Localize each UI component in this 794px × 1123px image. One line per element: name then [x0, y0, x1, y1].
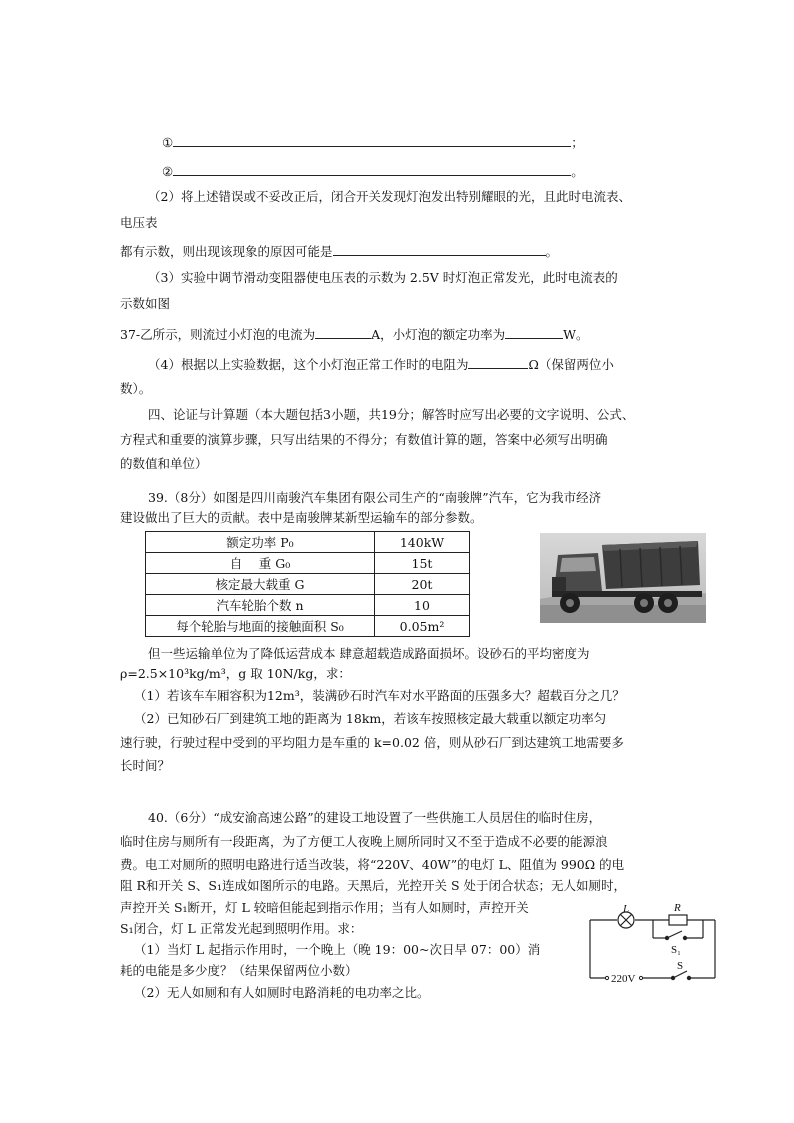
- q38-part2-line3: 都有示数，则出现该现象的原因可能是 。: [120, 244, 559, 259]
- q39-intro-line1: 39.（8分）如图是四川南骏汽车集团有限公司生产的“南骏牌”汽车，它为我市经济: [148, 490, 602, 505]
- table-row: 额定功率 P₀ 140kW: [146, 532, 470, 553]
- q40-line6: S₁闭合，灯 L 正常发光起到照明作用。求：: [120, 921, 363, 936]
- answer-blank-current[interactable]: [315, 326, 371, 339]
- lamp-label: L: [623, 903, 630, 915]
- q39-after-line2: ρ=2.5×10³kg/m³，g 取 10N/kg，求：: [120, 666, 351, 681]
- answer-line-2: ② 。: [162, 164, 584, 179]
- table-row: 自 重 G₀ 15t: [146, 553, 470, 574]
- q38-part4-line1: （4）根据以上实验数据，这个小灯泡正常工作时的电阻为 Ω（保留两位小: [148, 357, 614, 372]
- answer-blank-resistance[interactable]: [468, 356, 528, 369]
- q38-part2-line2: 电压表: [120, 215, 158, 230]
- answer-line-1: ① ；: [162, 135, 584, 150]
- dump-truck-photo: [540, 533, 706, 623]
- q39-sub2-line2: 速行驶，行驶过程中受到的平均阻力是车重的 k=0.02 倍，则从砂石厂到达建筑工地需要多: [120, 735, 624, 750]
- answer-blank-1[interactable]: [173, 134, 571, 147]
- section4-heading-line1: 四、论证与计算题（本大题包括3小题，共19分；解答时应写出必要的文字说明、公式、: [148, 407, 635, 422]
- switch1-label: S₁: [671, 944, 681, 956]
- q40-sub2: （2）无人如厕和有人如厕时电路消耗的电功率之比。: [134, 985, 430, 1000]
- truck-parameters-table: [145, 531, 470, 637]
- q38-part3-line3: 37-乙所示，则流过小灯泡的电流为 A，小灯泡的额定功率为 W。: [120, 327, 589, 342]
- section4-heading-line3: 的数值和单位）: [120, 456, 208, 471]
- item-marker-2: ②: [162, 164, 174, 179]
- answer-blank-2[interactable]: [173, 163, 571, 176]
- light-switch-symbol: [671, 971, 690, 980]
- q38-part3-line2: 示数如图: [120, 296, 171, 311]
- voice-switch-symbol: [665, 931, 686, 940]
- q39-sub2-line3: 长时间？: [120, 758, 171, 773]
- resistor-symbol: [669, 915, 687, 925]
- table-row: 每个轮胎与地面的接触面积 S₀ 0.05m²: [146, 616, 470, 637]
- table-row: 汽车轮胎个数 n 10: [146, 595, 470, 616]
- answer-blank-reason[interactable]: [333, 243, 546, 256]
- q38-part3-line1: （3）实验中调节滑动变阻器使电压表的示数为 2.5V 时灯泡正常发光，此时电流表的: [148, 270, 618, 285]
- q38-part4-line2: 数）。: [120, 381, 152, 396]
- q40-line3: 费。电工对厕所的照明电路进行适当改装，将“220V、40W”的电灯 L、阻值为 990Ω 的电: [120, 857, 625, 872]
- q39-intro-line2: 建设做出了巨大的贡献。表中是南骏牌某新型运输车的部分参数。: [120, 510, 483, 525]
- q39-sub1: （1）若该车车厢容积为12m³，装满砂石时汽车对水平路面的压强多大？超载百分之几？: [134, 688, 625, 703]
- q40-line1: 40.（6分）“成安渝高速公路”的建设工地设置了一些供施工人员居住的临时住房，: [148, 810, 602, 825]
- section4-heading-line2: 方程式和重要的演算步骤，只写出结果的不得分；有数值计算的题，答案中必须写出明确: [120, 432, 608, 447]
- circuit-diagram: [585, 900, 725, 990]
- switch-label: S: [677, 960, 684, 972]
- item-marker-1: ①: [162, 135, 174, 150]
- q40-sub1-line1: （1）当灯 L 起指示作用时，一个晚上（晚 19：00~次日早 07：00）消: [134, 942, 541, 957]
- q40-line2: 临时住房与厕所有一段距离，为了方便工人夜晚上厕所同时又不至于造成不必要的能源浪: [120, 834, 608, 849]
- q40-line5: 声控开关 S₁断开，灯 L 较暗但能起到指示作用；当有人如厕时，声控开关: [120, 900, 529, 915]
- answer-blank-power[interactable]: [505, 326, 563, 339]
- q39-sub2-line1: （2）已知砂石厂到建筑工地的距离为 18km，若该车按照核定最大载重以额定功率匀: [134, 711, 607, 726]
- q39-after-line1: 但一些运输单位为了降低运营成本 肆意超载造成路面损坏。设砂石的平均密度为: [148, 646, 590, 661]
- source-label: 220V: [611, 973, 636, 985]
- q38-part2-line1: （2）将上述错误或不妥改正后，闭合开关发现灯泡发出特别耀眼的光，且此时电流表、: [148, 189, 631, 204]
- q40-sub1-line2: 耗的电能是多少度？（结果保留两位小数）: [120, 963, 358, 978]
- q40-line4: 阻 R和开关 S、S₁连成如图所示的电路。天黑后，光控开关 S 处于闭合状态；无人如厕时，: [120, 878, 627, 893]
- resistor-label: R: [674, 902, 681, 914]
- table-row: 核定最大载重 G 20t: [146, 574, 470, 595]
